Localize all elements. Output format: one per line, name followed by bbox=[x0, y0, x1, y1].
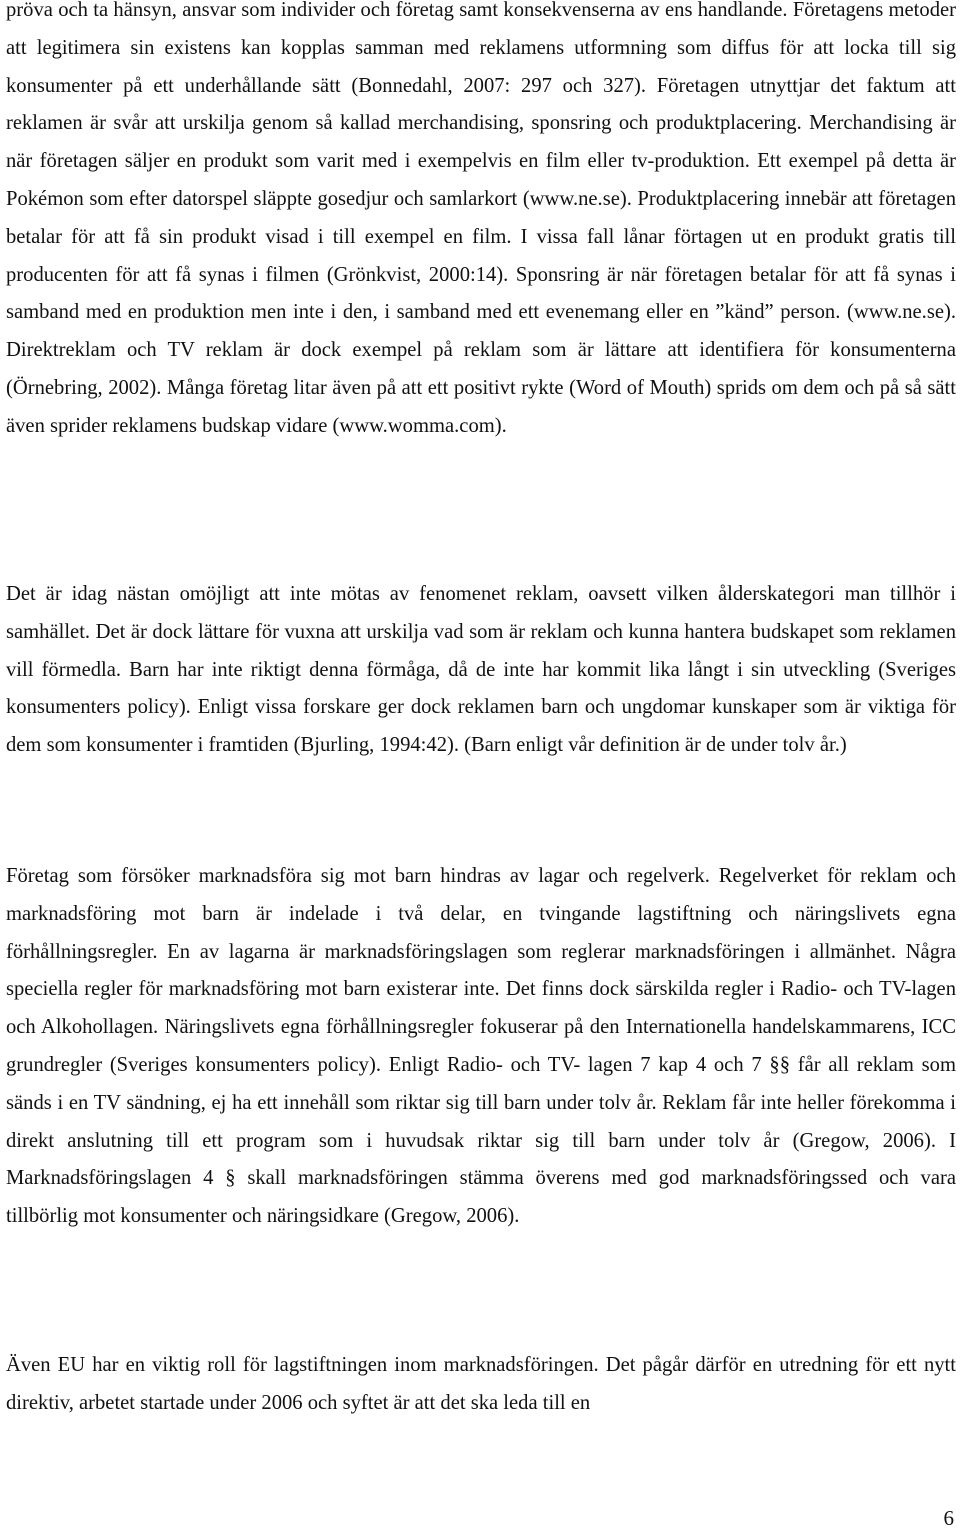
page-number: 6 bbox=[943, 1506, 954, 1530]
document-page bbox=[6, 0, 956, 1537]
paragraph-eu-legislation: Även EU har en viktig roll för lagstiftningen inom marknadsföringen. Det pågår därför en utredning för ett nytt direktiv, arbetet startade under 2006 och syftet är att det ska leda till en bbox=[6, 1354, 956, 1414]
paragraph-laws-and-regulations: Företag som försöker marknadsföra sig mot barn hindras av lagar och regelverk. Regelverket för reklam och marknadsföring mot barn är indelade i två delar, en tvingande lagstiftning och näringslivets egna förhållningsregler. En av lagarna är marknadsföringslagen som reglerar marknadsföringen i allmänhet. Några speciella regler för marknadsföring mot barn existerar inte. Det finns dock särskilda regler i Radio- och TV-lagen och Alkohollagen. Näringslivets egna förhållningsregler fokuserar på den Internationella handelskammarens, ICC grundregler (Sveriges konsumenters policy). Enligt Radio- och TV- lagen 7 kap 4 och 7 §§ får all reklam som sänds i en TV sändning, ej ha ett innehåll som riktar sig till barn under tolv år. Reklam får inte heller förekomma i direkt anslutning till ett program som i huvudsak riktar sig till barn under tolv år (Gregow, 2006). I Marknadsföringslagen 4 § skall marknadsföringen stämma överens med god marknadsföringssed och vara tillbörlig mot konsumenter och näringsidkare (Gregow, 2006). bbox=[6, 865, 956, 1228]
paragraph-children-and-advertising: Det är idag nästan omöjligt att inte mötas av fenomenet reklam, oavsett vilken ålderskategori man tillhör i samhället. Det är dock lättare för vuxna att urskilja vad som är reklam och kunna hantera budskapet som reklamen vill förmedla. Barn har inte riktigt denna förmåga, då de inte har kommit lika långt i sin utveckling (Sveriges konsumenters policy). Enligt vissa forskare ger dock reklamen barn och ungdomar kunskaper som är viktiga för dem som konsumenter i framtiden (Bjurling, 1994:42). (Barn enligt vår definition är de under tolv år.) bbox=[6, 583, 956, 757]
paragraph-advertising-methods: pröva och ta hänsyn, ansvar som individer och företag samt konsekvenserna av ens handlande. Företagens metoder att legitimera sin existens kan kopplas samman med reklamens utformning som diffus för att locka till sig konsumenter på ett underhållande sätt (Bonnedahl, 2007: 297 och 327). Företagen utnyttjar det faktum att reklamen är svår att urskilja genom så kallad merchandising, sponsring och produktplacering. Merchandising är när företagen säljer en produkt som varit med i exempelvis en film eller tv-produktion. Ett exempel på detta är Pokémon som efter datorspel släppte gosedjur och samlarkort (www.ne.se). Produktplacering innebär att företagen betalar för att få sin produkt visad i till exempel en film. I vissa fall lånar förtagen ut en produkt gratis till producenten för att få synas i filmen (Grönkvist, 2000:14). Sponsring är när företagen betalar för att få synas i samband med en produktion men inte i den, i samband med ett evenemang eller en ”känd” person. (www.ne.se). Direktreklam och TV reklam är dock exempel på reklam som är lättare att identifiera för konsumenterna (Örnebring, 2002). Många företag litar även på att ett positivt rykte (Word of Mouth) sprids om dem och på så sätt även sprider reklamens budskap vidare (www.womma.com). bbox=[6, 0, 956, 437]
